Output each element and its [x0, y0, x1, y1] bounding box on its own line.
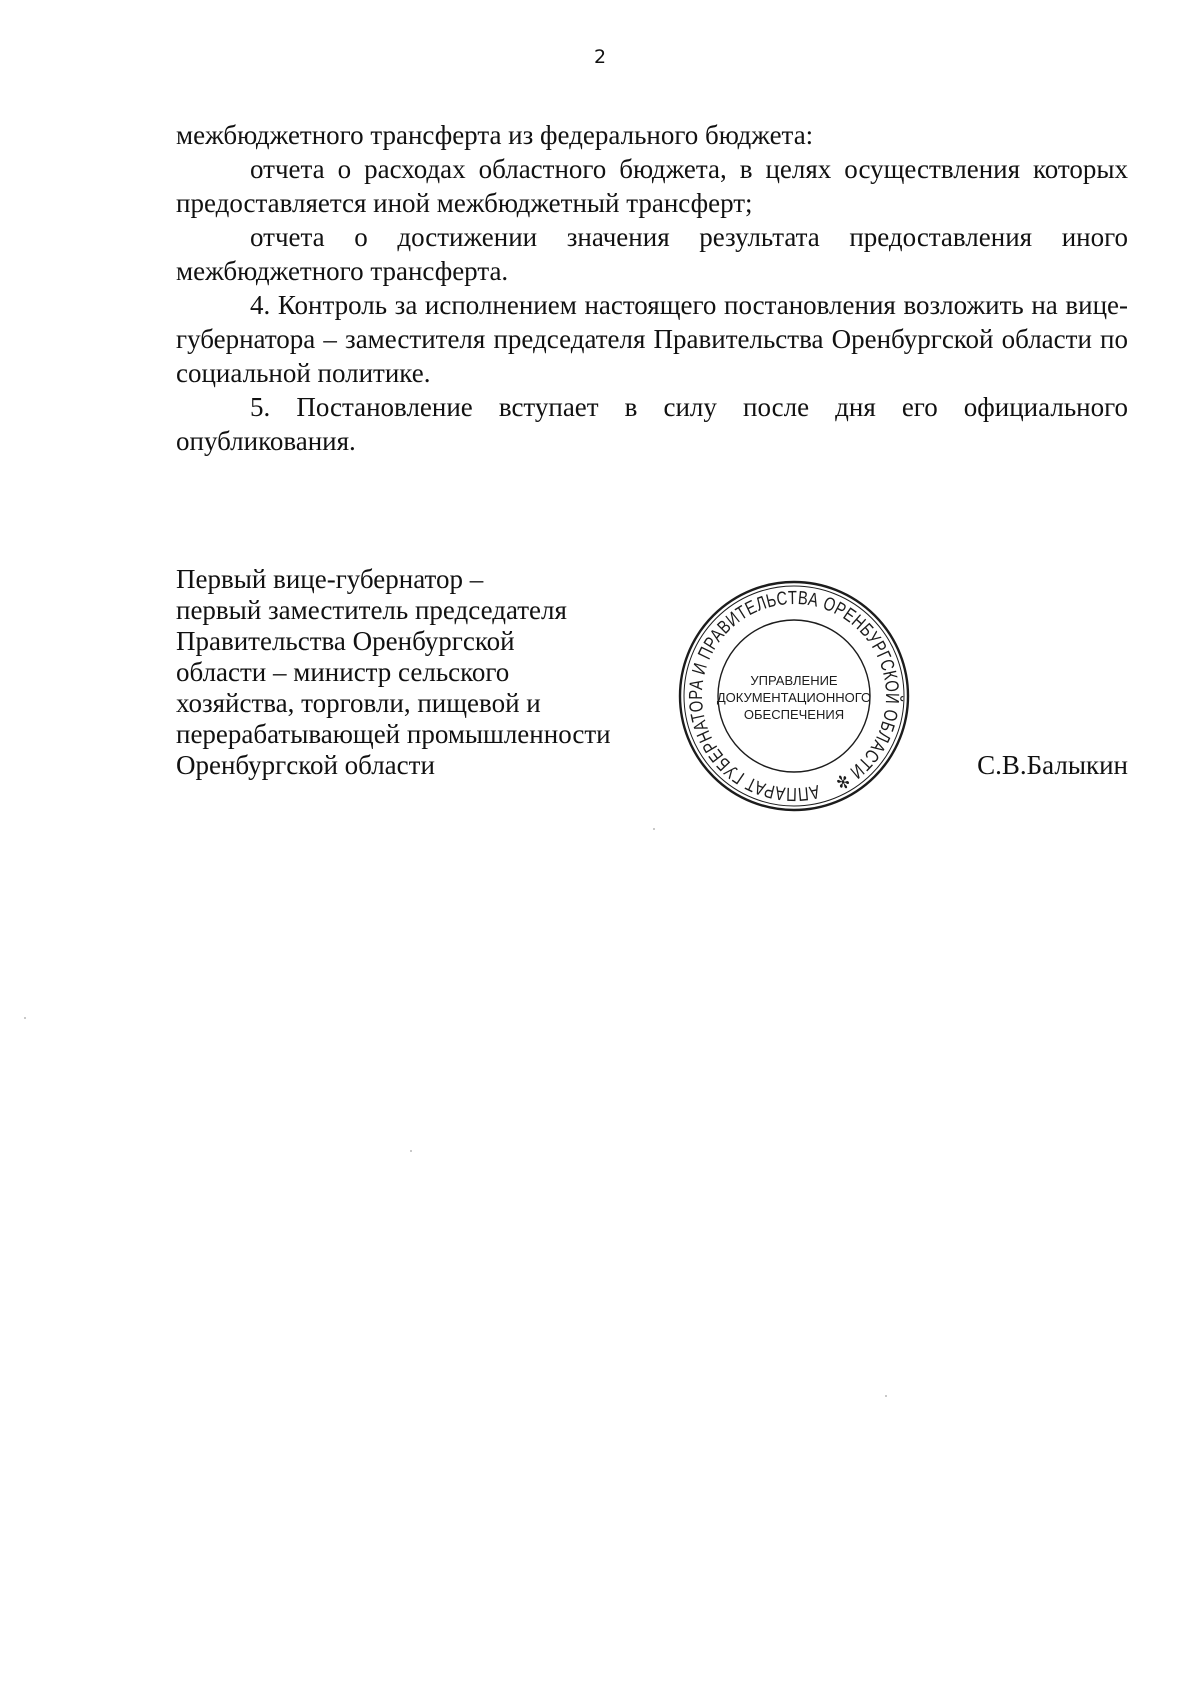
signatory-position-line: Первый вице-губернатор – — [176, 564, 484, 594]
signatory-position-line: Оренбургской области — [176, 750, 435, 780]
document-body — [176, 118, 1128, 458]
scan-speck — [653, 828, 655, 830]
scan-speck — [885, 1395, 887, 1397]
signatory-position-line: Правительства Оренбургской — [176, 626, 515, 656]
body-paragraph: межбюджетного трансферта из федерального бюджета: — [176, 120, 814, 150]
signatory-position — [176, 564, 656, 781]
signatory-position-line: хозяйства, торговли, пищевой и — [176, 688, 541, 718]
body-paragraph: 4. Контроль за исполнением настоящего постановления возложить на вице-губернатора – заместителя председателя Правительства Оренбургской области по социальной политике. — [176, 290, 1128, 388]
signatory-position-line: перерабатывающей промышленности — [176, 719, 611, 749]
official-seal-graphic — [675, 577, 913, 815]
signatory-position-line: первый заместитель председателя — [176, 595, 567, 625]
page-number: 2 — [593, 46, 607, 68]
seal-ring-text: АППАРАТ ГУБЕРНАТОРА И ПРАВИТЕЛЬСТВА ОРЕНБУРГСКОЙ ОБЛАСТИ ✻ — [685, 587, 903, 805]
scan-speck — [410, 1150, 412, 1152]
official-seal — [675, 577, 913, 815]
body-paragraph: 5. Постановление вступает в силу после дня его официального опубликования. — [176, 392, 1128, 456]
seal-center-line: УПРАВЛЕНИЕ — [750, 673, 838, 688]
signatory-position-line: области – министр сельского — [176, 657, 510, 687]
body-paragraph: отчета о расходах областного бюджета, в целях осуществления которых предоставляется иной межбюджетный трансферт; — [176, 154, 1128, 218]
seal-center-line: ДОКУМЕНТАЦИОННОГО — [716, 690, 872, 705]
scan-speck — [24, 1017, 26, 1019]
signer-name: С.В.Балыкин — [977, 750, 1128, 780]
body-paragraph: отчета о достижении значения результата предоставления иного межбюджетного трансферта. — [176, 222, 1128, 286]
seal-center-line: ОБЕСПЕЧЕНИЯ — [743, 707, 845, 722]
